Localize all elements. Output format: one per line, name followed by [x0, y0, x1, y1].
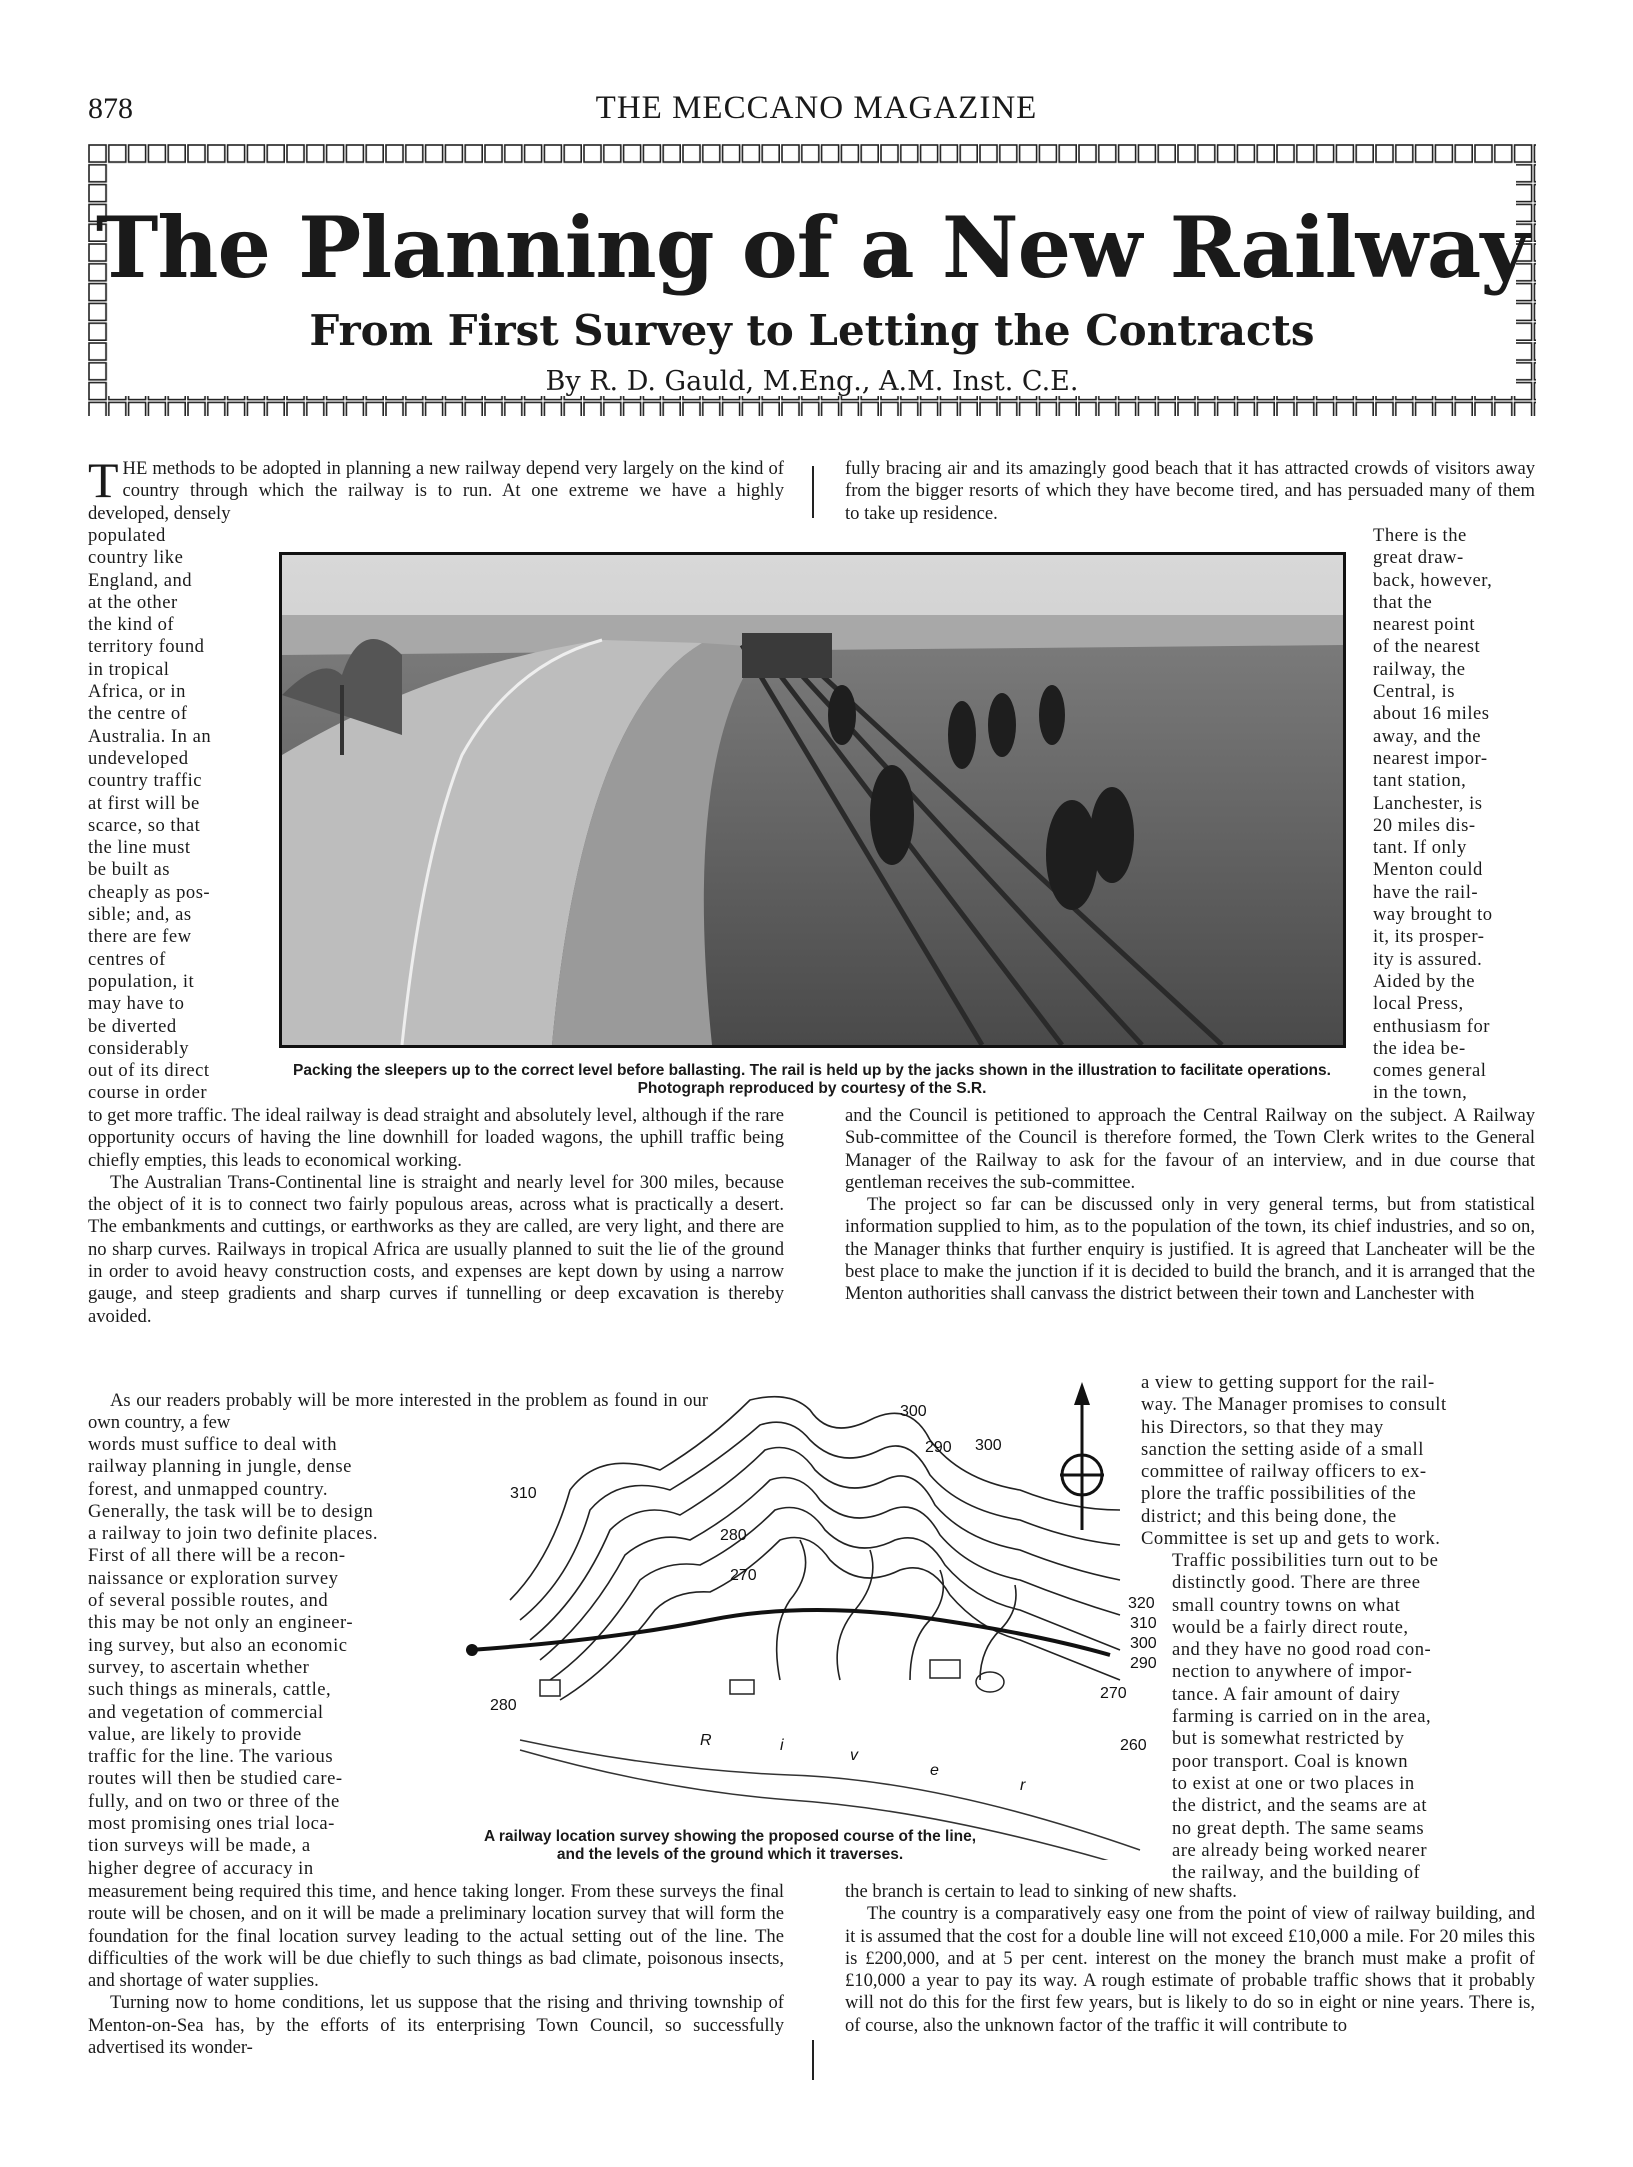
map-caption: A railway location survey showing the proposed course of the line, and the levels of the ground which it traverses. [483, 1828, 977, 1863]
svg-text:310: 310 [1130, 1615, 1157, 1632]
svg-text:300: 300 [1130, 1635, 1157, 1652]
photo-caption: Packing the sleepers up to the correct level before ballasting. The rail is held up by the jacks shown in the illustration to facilitate operations. Photograph reproduced by courtesy of the S.R. [293, 1062, 1331, 1097]
left-body-1: to get more traffic. The ideal railway is dead straight and absolutely level, although if the rare opportunity occurs of having the line downhill for loaded wagons, the uphill traffic being chiefly empties, this leads to economical working. The Australian Trans-Continental line is straight and nearly level for 300 miles, because the object of it is to connect two fairly populous areas, across what is practically a desert. The embankments and cuttings, or earthworks as they are called, are very light, and there are no sharp curves. Railways in tropical Africa are usually planned to suit the lie of the ground in order to avoid heavy construction costs, and expenses are kept down by using a narrow gauge, and steep gradients and sharp curves if tunnelling or deep excavation is thereby avoided. [88, 1105, 784, 1327]
svg-text:290: 290 [1130, 1655, 1157, 1672]
svg-text:300: 300 [975, 1437, 1002, 1454]
left-body-2: measurement being required this time, and hence taking longer. From these surveys the final route will be chosen, and on it will be made a preliminary location survey that will form the foundation for the final location survey leading to the actual setting out of the line. The difficulties of the work will be due chiefly to such things as bad climate, poisonous insects, and shortage of water supplies. Turning now to home conditions, let us suppose that the rising and thriving township of Menton-on-Sea has, by the efforts of its enterprising Town Council, so successfully advertised its wonder- [88, 1881, 784, 2059]
survey-map [460, 1380, 1180, 1860]
svg-text:e: e [930, 1762, 939, 1779]
svg-text:260: 260 [1120, 1737, 1147, 1754]
intro-text: HE methods to be adopted in planning a new railway depend very largely on the kind of country through which the railway is to run. At one extreme we have a highly developed, densely [88, 458, 784, 524]
svg-text:290: 290 [925, 1439, 952, 1456]
railway-photo [279, 552, 1346, 1048]
left-intro [88, 452, 784, 525]
right-top: fully bracing air and its amazingly good beach that it has attracted crowds of visitors away from the bigger resorts of which they have become tired, and has persuaded many of them to take up residence. [845, 458, 1535, 524]
svg-text:i: i [780, 1737, 784, 1754]
svg-text:R: R [700, 1732, 712, 1749]
column-rule-bottom [812, 2040, 814, 2080]
svg-text:280: 280 [720, 1527, 747, 1544]
svg-text:270: 270 [730, 1567, 757, 1584]
right-wrap3: Traffic possibilities turn out to be distinctly good. There are three small country towns on what would be a fairly direct route, and they have no good road con- nection to anywhere of impor- tance. A fair amount of dairy farming is carried on in the area, but is somewhat restricted by poor transport. Coal is known to exist at one or two places in the district, and the seams are at no great depth. The same seams are already being worked nearer the railway, and the building of [1172, 1550, 1439, 1884]
left-para3-wrap: words must suffice to deal with railway planning in jungle, dense forest, and unmapped country. Generally, the task will be to design a railway to join two definite places. First of all there will be a recon- naissance or exploration survey of several possible routes, and this may be not only an engineer- ing survey, but also an economic survey, to ascertain whether such things as minerals, cattle, and vegetation of commercial value, are likely to provide traffic for the line. The various routes will then be studied care- fully, and on two or three of the most promising ones trial loca- tion surveys will be made, a higher degree of accuracy in [88, 1434, 379, 1879]
svg-text:320: 320 [1128, 1595, 1155, 1612]
right-body-2: the branch is certain to lead to sinking of new shafts. The country is a comparatively easy one from the point of view of railway building, and it is assumed that the cost for a double line will not exceed £10,000 a mile. For 20 miles this is £200,000, and at 5 per cent. interest on the money the branch must make a profit of £10,000 a year to pay its way. A rough estimate of probable traffic shows that it probably will not do this for the first few years, but is likely to do so in eight or nine years. There is, of course, also the unknown factor of the traffic it will contribute to [845, 1881, 1535, 2036]
svg-text:280: 280 [490, 1697, 517, 1714]
left-para3-top: As our readers probably will be more interested in the problem as found in our own country, a few [88, 1390, 708, 1434]
article-subtitle: From First Survey to Letting the Contracts [309, 306, 1315, 355]
page-number: 878 [88, 92, 133, 125]
drop-cap: T [88, 452, 119, 508]
svg-text:r: r [1020, 1777, 1026, 1794]
article-title: The Planning of a New Railway [95, 198, 1529, 297]
right-wrap2: a view to getting support for the rail- way. The Manager promises to consult his Directors, so that they may sanction the setting aside of a small committee of railway officers to ex- plore the traffic possibilities of the district; and this being done, the Committee is set up and gets to work. [1141, 1372, 1447, 1550]
svg-text:270: 270 [1100, 1685, 1127, 1702]
svg-text:v: v [850, 1747, 858, 1764]
magazine-header: THE MECCANO MAGAZINE [595, 90, 1038, 126]
svg-text:300: 300 [900, 1403, 927, 1420]
article-byline: By R. D. Gauld, M.Eng., A.M. Inst. C.E. [545, 366, 1079, 397]
north-arrow [1060, 1382, 1104, 1530]
column-rule-top [812, 466, 814, 518]
right-body-1: and the Council is petitioned to approach the Central Railway on the subject. A Railway Sub-committee of the Council is therefore formed, the Town Clerk writes to the General Manager of the Railway to ask for the favour of an interview, and in due course that gentleman receives the sub-committee. The project so far can be discussed only in very general terms, but from statistical information supplied to him, as to the population of the town, its chief industries, and so on, the Manager thinks that further enquiry is justified. It is agreed that Lancheater will be the best place to make the junction if it is decided to build the branch, and it is arranged that the Menton authorities shall canvass the district between their town and Lanchester with [845, 1105, 1535, 1305]
left-wrap-text: populated country like England, and at the other the kind of territory found in tropical Africa, or in the centre of Australia. In an undeveloped country traffic at first will be scarce, so that the line must be built as cheaply as pos- sible; and, as there are few centres of population, it may have to be diverted considerably out of its direct course in order [88, 525, 212, 1104]
svg-text:310: 310 [510, 1485, 537, 1502]
right-wrap-text: There is the great draw- back, however, that the nearest point of the nearest railway, the Central, is about 16 miles away, and the nearest impor- tant station, Lanchester, is 20 miles dis- tant. If only Menton could have the rail- way brought to it, its prosper- ity is assured. Aided by the local Press, enthusiasm for the idea be- comes general in the town, [1373, 525, 1493, 1104]
